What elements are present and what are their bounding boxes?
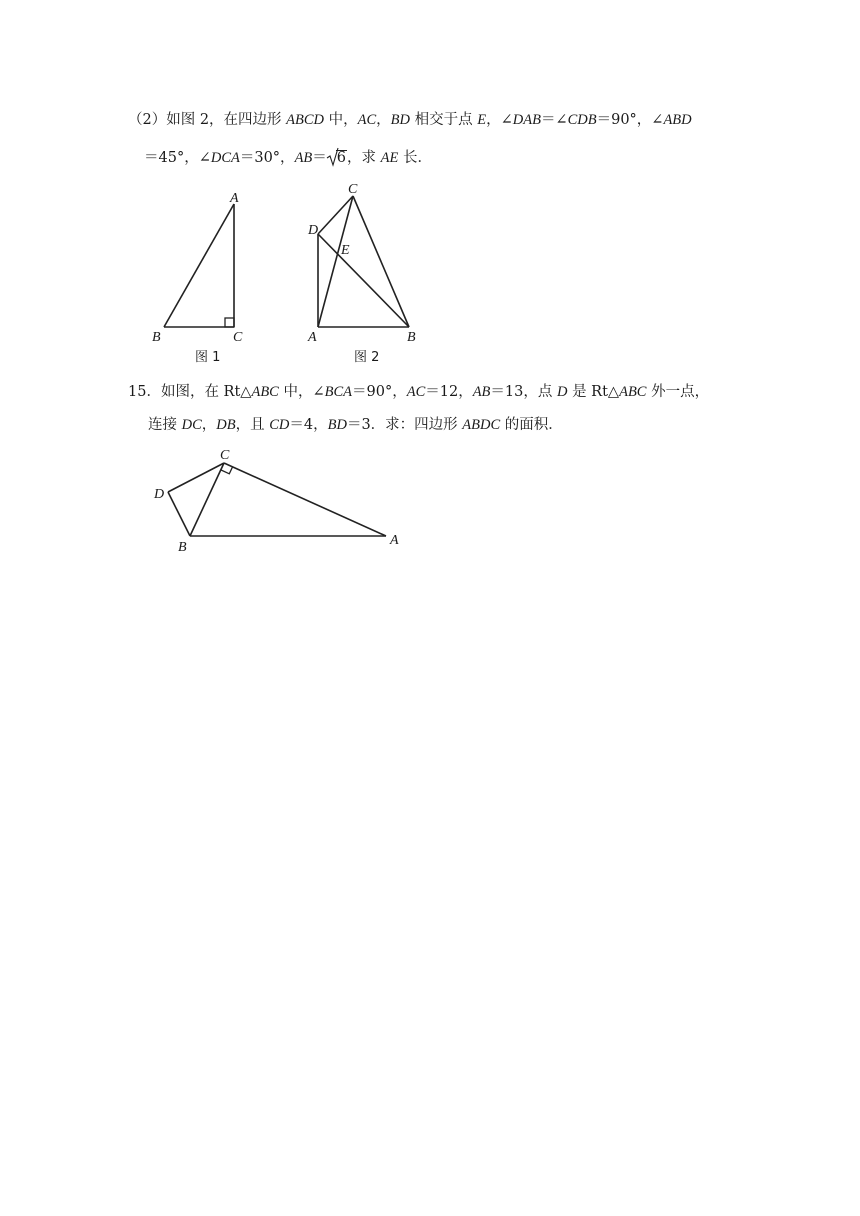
var: ABD xyxy=(663,112,692,128)
sqrt-argument: 6 xyxy=(336,150,347,166)
text: 中，∠ xyxy=(278,384,325,400)
var: ABC xyxy=(619,384,647,400)
text: ，∠ xyxy=(486,112,513,128)
var: BD xyxy=(327,417,347,433)
q15-figure xyxy=(0,0,860,600)
label-a: A xyxy=(390,533,399,548)
text: 是 Rt△ xyxy=(567,384,620,400)
var: BD xyxy=(390,112,411,128)
segment-db xyxy=(168,492,190,536)
text: 长． xyxy=(398,150,432,166)
text: ＝90°，∠ xyxy=(596,112,664,128)
figure-2-caption: 图 2 xyxy=(354,350,380,365)
text: ，且 xyxy=(235,417,270,433)
segment-bc xyxy=(190,463,224,536)
label-d: D xyxy=(154,487,165,502)
text: 相交于点 xyxy=(410,112,478,128)
text: 的面积． xyxy=(500,417,563,433)
var: DB xyxy=(216,417,236,433)
var: AB xyxy=(294,150,313,166)
var: ABCD xyxy=(286,112,325,128)
var: DCA xyxy=(210,150,240,166)
text: ＝30°， xyxy=(239,150,295,166)
label-c: C xyxy=(220,448,230,463)
segment-dc xyxy=(168,463,224,492)
label-d: D xyxy=(308,223,319,238)
var: DC xyxy=(181,417,202,433)
var: AC xyxy=(406,384,426,400)
var: CD xyxy=(269,417,290,433)
var: AE xyxy=(380,150,399,166)
text: ＝4， xyxy=(289,417,328,433)
text: ＝∠ xyxy=(540,112,568,128)
var: BCA xyxy=(324,384,353,400)
var: DAB xyxy=(512,112,541,128)
text: ＝13，点 xyxy=(490,384,557,400)
var: ABDC xyxy=(462,417,501,433)
figure-1-caption: 图 1 xyxy=(195,350,221,365)
text: ＝90°， xyxy=(352,384,407,400)
text: ＝12， xyxy=(425,384,473,400)
text: ＝ xyxy=(312,150,327,166)
label-b: B xyxy=(152,330,161,345)
var: AB xyxy=(472,384,491,400)
var: E xyxy=(477,112,487,128)
label-b: B xyxy=(178,540,187,555)
text: ，求 xyxy=(347,150,381,166)
text: 连接 xyxy=(148,417,182,433)
text: 中， xyxy=(324,112,358,128)
text: ＝45°，∠ xyxy=(144,150,211,166)
label-a: A xyxy=(230,191,239,206)
label-a: A xyxy=(308,330,317,345)
text: （2）如图 2，在四边形 xyxy=(128,112,287,128)
var: AC xyxy=(357,112,377,128)
text: ， xyxy=(376,112,391,128)
text: 15．如图，在 Rt△ xyxy=(128,384,252,400)
label-b: B xyxy=(407,330,416,345)
var: ABC xyxy=(251,384,279,400)
label-e: E xyxy=(341,243,350,258)
var: CDB xyxy=(567,112,597,128)
text: 外一点， xyxy=(646,384,710,400)
text: ， xyxy=(201,417,217,433)
text: ＝3．求：四边形 xyxy=(346,417,463,433)
label-c: C xyxy=(233,330,243,345)
var: D xyxy=(556,384,568,400)
label-c: C xyxy=(348,182,358,197)
right-angle-mark xyxy=(221,467,233,474)
segment-ca xyxy=(224,463,386,536)
